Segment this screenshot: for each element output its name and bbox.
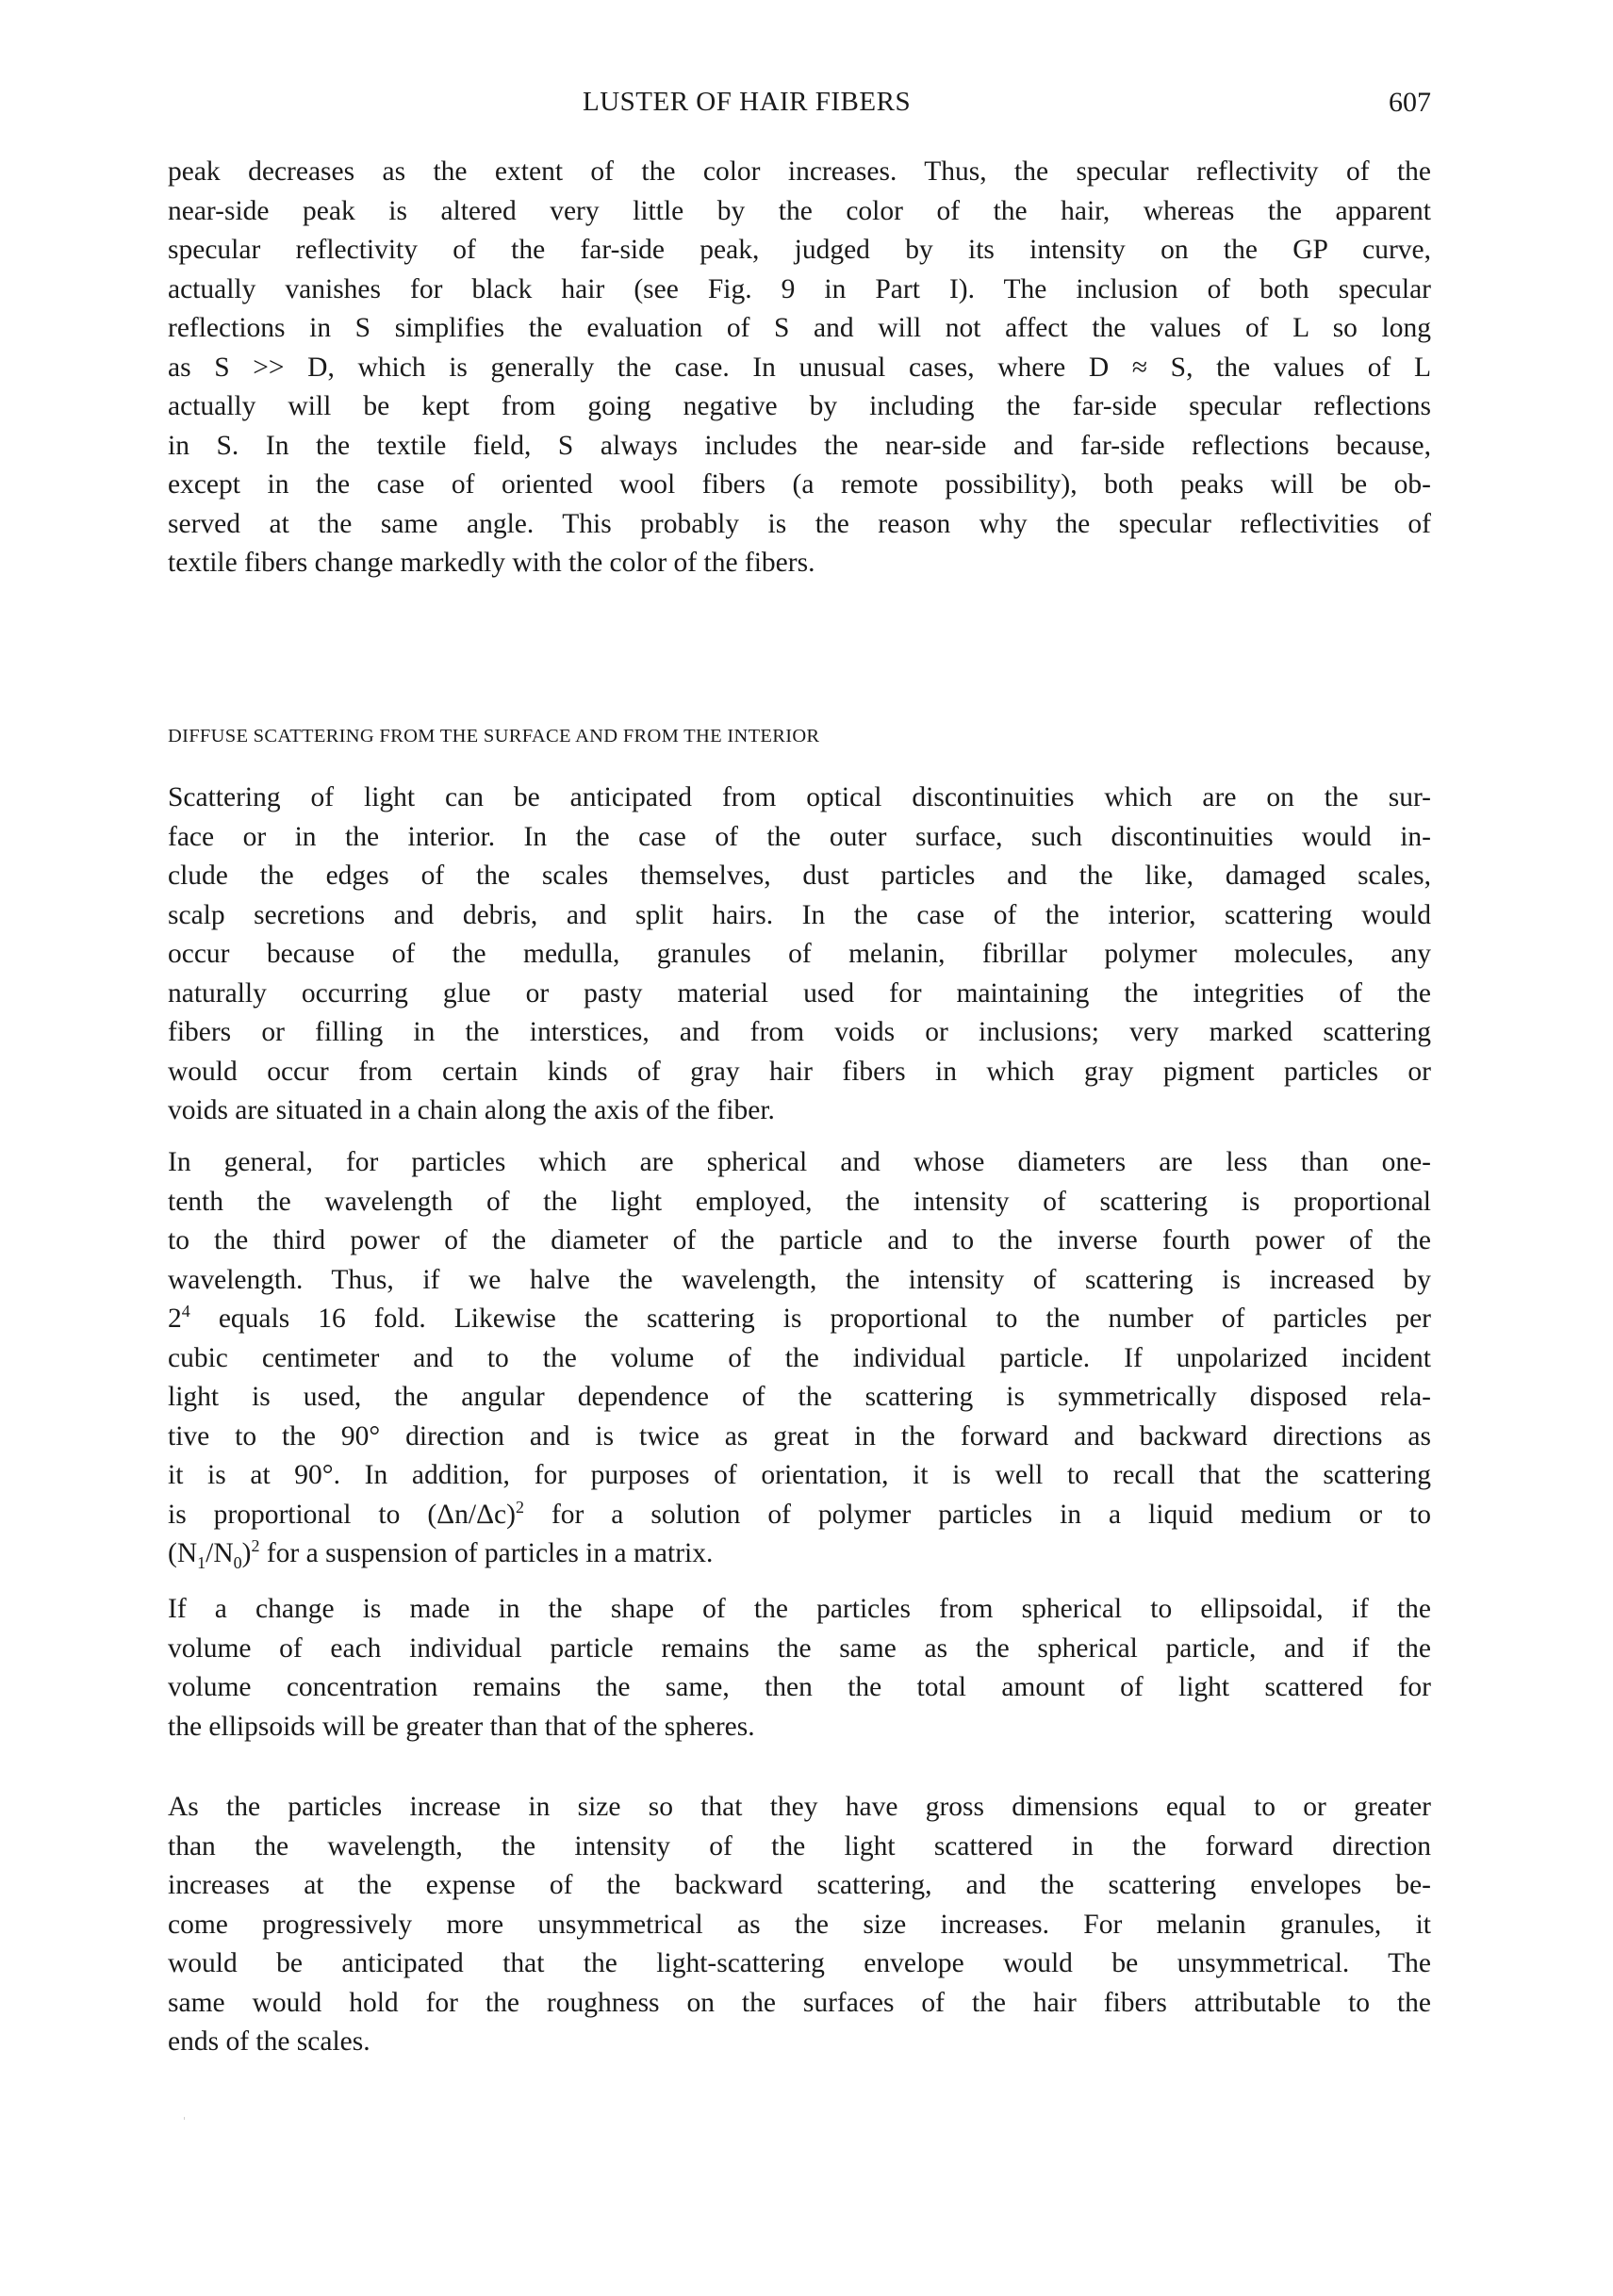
running-header — [168, 87, 1431, 124]
line-rest: for a solution of polymer particles in a liquid medium or to — [523, 1499, 1431, 1530]
continued-paragraph — [168, 153, 1431, 583]
text-line: textile fibers change markedly with the color of the fibers. — [168, 548, 815, 578]
text-line: tenth the wavelength of the light employed, the intensity of scattering is proportional — [168, 1186, 1431, 1217]
superscript: 2 — [515, 1497, 524, 1517]
superscript: 4 — [181, 1302, 190, 1321]
page-number: 607 — [1389, 87, 1431, 118]
text-line: scalp secretions and debris, and split hairs. In the case of the interior, scattering would — [168, 899, 1431, 930]
text-line: cubic centimeter and to the volume of the individual particle. If unpolarized incident — [168, 1342, 1431, 1373]
base-text: 2 — [168, 1304, 182, 1334]
text-line: reflections in S simplifies the evaluation of S and will not affect the values of L so long — [168, 313, 1431, 343]
text-line: light is used, the angular dependence of the scattering is symmetrically disposed rela- — [168, 1382, 1431, 1412]
text-line: actually vanishes for black hair (see Fig. 9 in Part I). The inclusion of both specular — [168, 273, 1431, 304]
formula-part: ) — [241, 1538, 252, 1568]
text-line: clude the edges of the scales themselves, dust particles and the like, damaged scales, — [168, 861, 1431, 891]
text-line: volume of each individual particle remains the same as the spherical particle, and if the — [168, 1632, 1431, 1664]
text-line: except in the case of oriented wool fibers (a remote possibility), both peaks will be ob- — [168, 469, 1431, 500]
text-line: same would hold for the roughness on the surfaces of the hair fibers attributable to the — [168, 1987, 1431, 2018]
text-line: Scattering of light can be anticipated from optical discontinuities which are on the sur- — [168, 782, 1431, 812]
paragraph-3 — [168, 1590, 1431, 1747]
paragraph-4 — [168, 1788, 1431, 2062]
text-line: face or in the interior. In the case of the outer surface, such discontinuities would in- — [168, 821, 1431, 852]
text-line: as S >> D, which is generally the case. In unusual cases, where D ≈ S, the values of L — [168, 352, 1431, 383]
text-line: If a change is made in the shape of the particles from spherical to ellipsoidal, if the — [168, 1594, 1431, 1624]
text-line: the ellipsoids will be greater than that of the spheres. — [168, 1711, 755, 1742]
text-line: served at the same angle. This probably is the reason why the specular reflectivities of — [168, 508, 1431, 539]
text-line: In general, for particles which are spherical and whose diameters are less than one- — [168, 1147, 1431, 1177]
text-line-with-superscript — [168, 1496, 1431, 1535]
subscript: 1 — [197, 1552, 206, 1572]
text-line: would occur from certain kinds of gray hair fibers in which gray pigment particles or — [168, 1056, 1431, 1087]
paragraph-2 — [168, 1143, 1431, 1574]
text-line: actually will be kept from going negative by including the far-side specular reflections — [168, 391, 1431, 421]
text-line: fibers or filling in the interstices, and from voids or inclusions; very marked scattering — [168, 1017, 1431, 1047]
scan-speck — [184, 2117, 185, 2120]
line-rest: equals 16 fold. Likewise the scattering is proportional to the number of particles per — [189, 1304, 1431, 1334]
text-line-with-subscripts — [168, 1534, 1431, 1574]
text-line: volume concentration remains the same, then the total amount of light scattered for — [168, 1672, 1431, 1702]
text-line: to the third power of the diameter of the particle and to the inverse fourth power of the — [168, 1225, 1431, 1255]
text-line: voids are situated in a chain along the axis of the fiber. — [168, 1095, 775, 1125]
paragraph-1 — [168, 779, 1431, 1131]
line-rest: for a suspension of particles in a matrix. — [259, 1538, 714, 1568]
text-line: near-side peak is altered very little by the color of the hair, whereas the apparent — [168, 195, 1431, 226]
text-line: than the wavelength, the intensity of the light scattered in the forward direction — [168, 1830, 1431, 1861]
text-line: specular reflectivity of the far-side peak, judged by its intensity on the GP curve, — [168, 235, 1431, 265]
text-line: tive to the 90° direction and is twice as great in the forward and backward directions as — [168, 1420, 1431, 1451]
formula-part: (N — [168, 1538, 198, 1568]
line-pre: is proportional to (Δn/Δc) — [168, 1499, 516, 1530]
text-line: ends of the scales. — [168, 2026, 370, 2057]
formula-part: /N — [206, 1538, 234, 1568]
text-line: wavelength. Thus, if we halve the wavelength, the intensity of scattering is increased by — [168, 1264, 1431, 1295]
section-heading: DIFFUSE SCATTERING FROM THE SURFACE AND FROM THE INTERIOR — [168, 726, 820, 746]
running-title: LUSTER OF HAIR FIBERS — [583, 87, 912, 117]
superscript: 2 — [251, 1536, 260, 1556]
text-line: naturally occurring glue or pasty material used for maintaining the integrities of the — [168, 977, 1431, 1009]
text-line-with-superscript — [168, 1300, 1431, 1339]
text-line: in S. In the textile field, S always includes the near-side and far-side reflections because, — [168, 430, 1431, 461]
text-line: come progressively more unsymmetrical as the size increases. For melanin granules, it — [168, 1909, 1431, 1940]
text-line: As the particles increase in size so that they have gross dimensions equal to or greater — [168, 1792, 1431, 1822]
text-line: peak decreases as the extent of the color increases. Thus, the specular reflectivity of the — [168, 156, 1431, 187]
subscript: 0 — [233, 1552, 242, 1572]
text-line: increases at the expense of the backward scattering, and the scattering envelopes be- — [168, 1870, 1431, 1900]
text-line: would be anticipated that the light-scattering envelope would be unsymmetrical. The — [168, 1948, 1431, 1978]
text-line: occur because of the medulla, granules of melanin, fibrillar polymer molecules, any — [168, 939, 1431, 969]
text-line: it is at 90°. In addition, for purposes of orientation, it is well to recall that the scattering — [168, 1460, 1431, 1490]
